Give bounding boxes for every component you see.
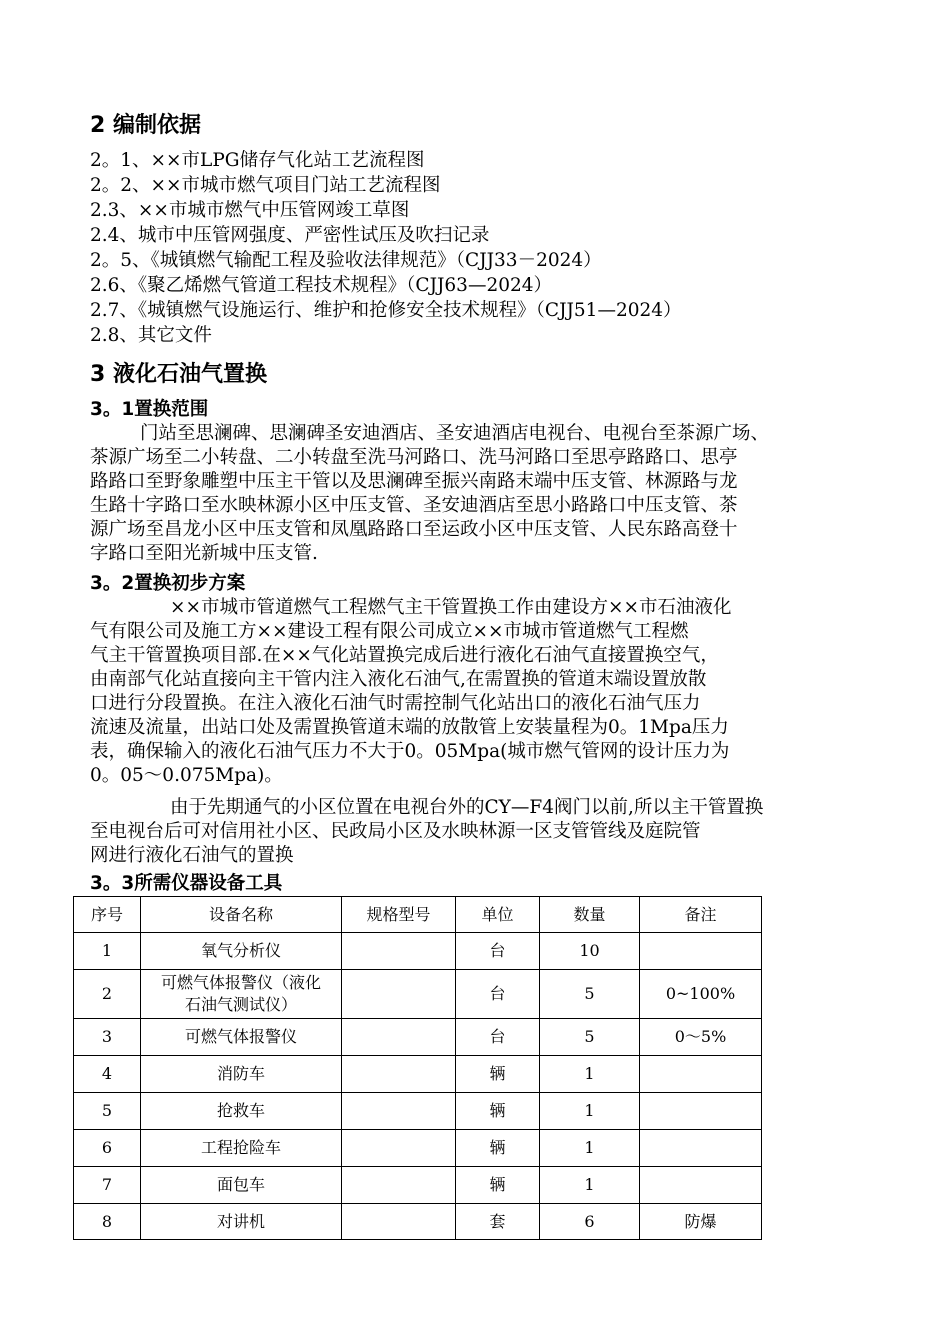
table-row <box>74 933 762 970</box>
table-cell <box>342 1204 456 1240</box>
text-line: 生路十字路口至水映林源小区中压支管、圣安迪酒店至思小路路口中压支管、茶 <box>90 495 738 516</box>
table-cell: 1 <box>540 1093 640 1130</box>
table-row <box>74 970 762 1019</box>
reference-item: 2.3、××市城市燃气中压管网竣工草图 <box>90 200 410 221</box>
table-cell <box>342 1093 456 1130</box>
table-cell <box>640 1130 762 1167</box>
table-row <box>74 1204 762 1240</box>
table-cell: 消防车 <box>141 1056 342 1093</box>
table-cell: 面包车 <box>141 1167 342 1204</box>
table-row <box>74 1167 762 1204</box>
table-cell: 辆 <box>456 1056 540 1093</box>
table-cell: 防爆 <box>640 1204 762 1240</box>
reference-item: 2。1、××市LPG储存气化站工艺流程图 <box>90 150 425 171</box>
table-cell: 5 <box>540 1019 640 1056</box>
table-cell: 1 <box>540 1130 640 1167</box>
reference-item: 2.7、《城镇燃气设施运行、维护和抢修安全技术规程》（CJJ51—2024） <box>90 300 682 321</box>
text-line: 门站至思澜碑、思澜碑圣安迪酒店、圣安迪酒店电视台、电视台至茶源广场、 <box>140 423 770 444</box>
table-cell: 1 <box>540 1056 640 1093</box>
text-line: 0。05～0.075Mpa)。 <box>90 765 283 786</box>
table-cell <box>640 933 762 970</box>
column-header: 单位 <box>456 897 540 933</box>
table-cell: 套 <box>456 1204 540 1240</box>
column-header: 规格型号 <box>342 897 456 933</box>
table-cell: 7 <box>74 1167 141 1204</box>
text-line: 茶源广场至二小转盘、二小转盘至洗马河路口、洗马河路口至思亭路路口、思亭 <box>90 447 738 468</box>
text-line: 气有限公司及施工方××建设工程有限公司成立××市城市管道燃气工程燃 <box>90 621 689 642</box>
text-line: 流速及流量，出站口处及需置换管道末端的放散管上安装量程为0。1Mpa压力 <box>90 717 729 738</box>
table-cell: 对讲机 <box>141 1204 342 1240</box>
table-cell: 抢救车 <box>141 1093 342 1130</box>
table-cell: 6 <box>74 1130 141 1167</box>
table-cell <box>342 1019 456 1056</box>
table-cell: 氧气分析仪 <box>141 933 342 970</box>
table-row <box>74 1093 762 1130</box>
reference-item: 2.4、城市中压管网强度、严密性试压及吹扫记录 <box>90 225 490 246</box>
table-cell: 3 <box>74 1019 141 1056</box>
table-cell <box>342 933 456 970</box>
subsection-3-2-title: 3。2置换初步方案 <box>90 573 246 594</box>
table-cell: 5 <box>540 970 640 1019</box>
text-line: ××市城市管道燃气工程燃气主干管置换工作由建设方××市石油液化 <box>170 597 732 618</box>
table-cell <box>640 1056 762 1093</box>
section-2-heading: 2 编制依据 <box>90 113 201 138</box>
table-row <box>74 1130 762 1167</box>
table-cell <box>342 1167 456 1204</box>
table-cell: 0～5% <box>640 1019 762 1056</box>
table-cell: 5 <box>74 1093 141 1130</box>
table-cell: 10 <box>540 933 640 970</box>
reference-item: 2.6、《聚乙烯燃气管道工程技术规程》（CJJ63—2024） <box>90 275 553 296</box>
text-line: 气主干管置换项目部.在××气化站置换完成后进行液化石油气直接置换空气， <box>90 645 719 666</box>
column-header: 设备名称 <box>141 897 342 933</box>
column-header: 数量 <box>540 897 640 933</box>
table-row <box>74 1019 762 1056</box>
reference-item: 2.8、其它文件 <box>90 325 212 346</box>
table-header-row <box>74 897 762 933</box>
column-header: 备注 <box>640 897 762 933</box>
table-cell: 可燃气体报警仪 <box>141 1019 342 1056</box>
column-header: 序号 <box>74 897 141 933</box>
table-cell <box>342 970 456 1019</box>
table-cell <box>640 1167 762 1204</box>
table-cell: 1 <box>74 933 141 970</box>
table-cell: 辆 <box>456 1130 540 1167</box>
text-line: 口进行分段置换。在注入液化石油气时需控制气化站出口的液化石油气压力 <box>90 693 701 714</box>
table-cell: 工程抢险车 <box>141 1130 342 1167</box>
plan-paragraph-2 <box>90 796 890 868</box>
equipment-table <box>73 896 762 1240</box>
table-cell: 可燃气体报警仪（液化石油气测试仪） <box>141 970 342 1019</box>
subsection-3-3-title: 3。3所需仪器设备工具 <box>90 873 283 894</box>
table-cell: 2 <box>74 970 141 1019</box>
table-cell: 4 <box>74 1056 141 1093</box>
table-cell: 台 <box>456 970 540 1019</box>
table-cell: 辆 <box>456 1167 540 1204</box>
text-line: 由南部气化站直接向主干管内注入液化石油气,在需置换的管道末端设置放散 <box>90 669 707 690</box>
table-cell <box>342 1056 456 1093</box>
table-cell: 辆 <box>456 1093 540 1130</box>
table-cell: 1 <box>540 1167 640 1204</box>
reference-item: 2。5、《城镇燃气输配工程及验收法律规范》（CJJ33－2024） <box>90 250 602 271</box>
plan-paragraph <box>90 596 890 788</box>
table-cell: 台 <box>456 1019 540 1056</box>
text-line: 至电视台后可对信用社小区、民政局小区及水映林源一区支管管线及庭院管 <box>90 821 701 842</box>
reference-item: 2。2、××市城市燃气项目门站工艺流程图 <box>90 175 441 196</box>
text-line: 源广场至昌龙小区中压支管和凤凰路路口至运政小区中压支管、人民东路高登十 <box>90 519 738 540</box>
text-line: 表，确保输入的液化石油气压力不大于0。05Mpa(城市燃气管网的设计压力为 <box>90 741 730 762</box>
table-cell: 0~100% <box>640 970 762 1019</box>
subsection-3-1-title: 3。1置换范围 <box>90 399 209 420</box>
table-cell: 台 <box>456 933 540 970</box>
section-3-heading: 3 液化石油气置换 <box>90 362 267 387</box>
table-cell: 6 <box>540 1204 640 1240</box>
table-row <box>74 1056 762 1093</box>
table-cell: 8 <box>74 1204 141 1240</box>
text-line: 字路口至阳光新城中压支管. <box>90 543 318 564</box>
text-line: 由于先期通气的小区位置在电视台外的CY—F4阀门以前,所以主干管置换 <box>170 797 764 818</box>
text-line: 路路口至野象雕塑中压主干管以及思澜碑至振兴南路末端中压支管、林源路与龙 <box>90 471 738 492</box>
text-line: 网进行液化石油气的置换 <box>90 845 294 866</box>
table-cell <box>342 1130 456 1167</box>
table-cell <box>640 1093 762 1130</box>
scope-paragraph <box>90 422 890 566</box>
